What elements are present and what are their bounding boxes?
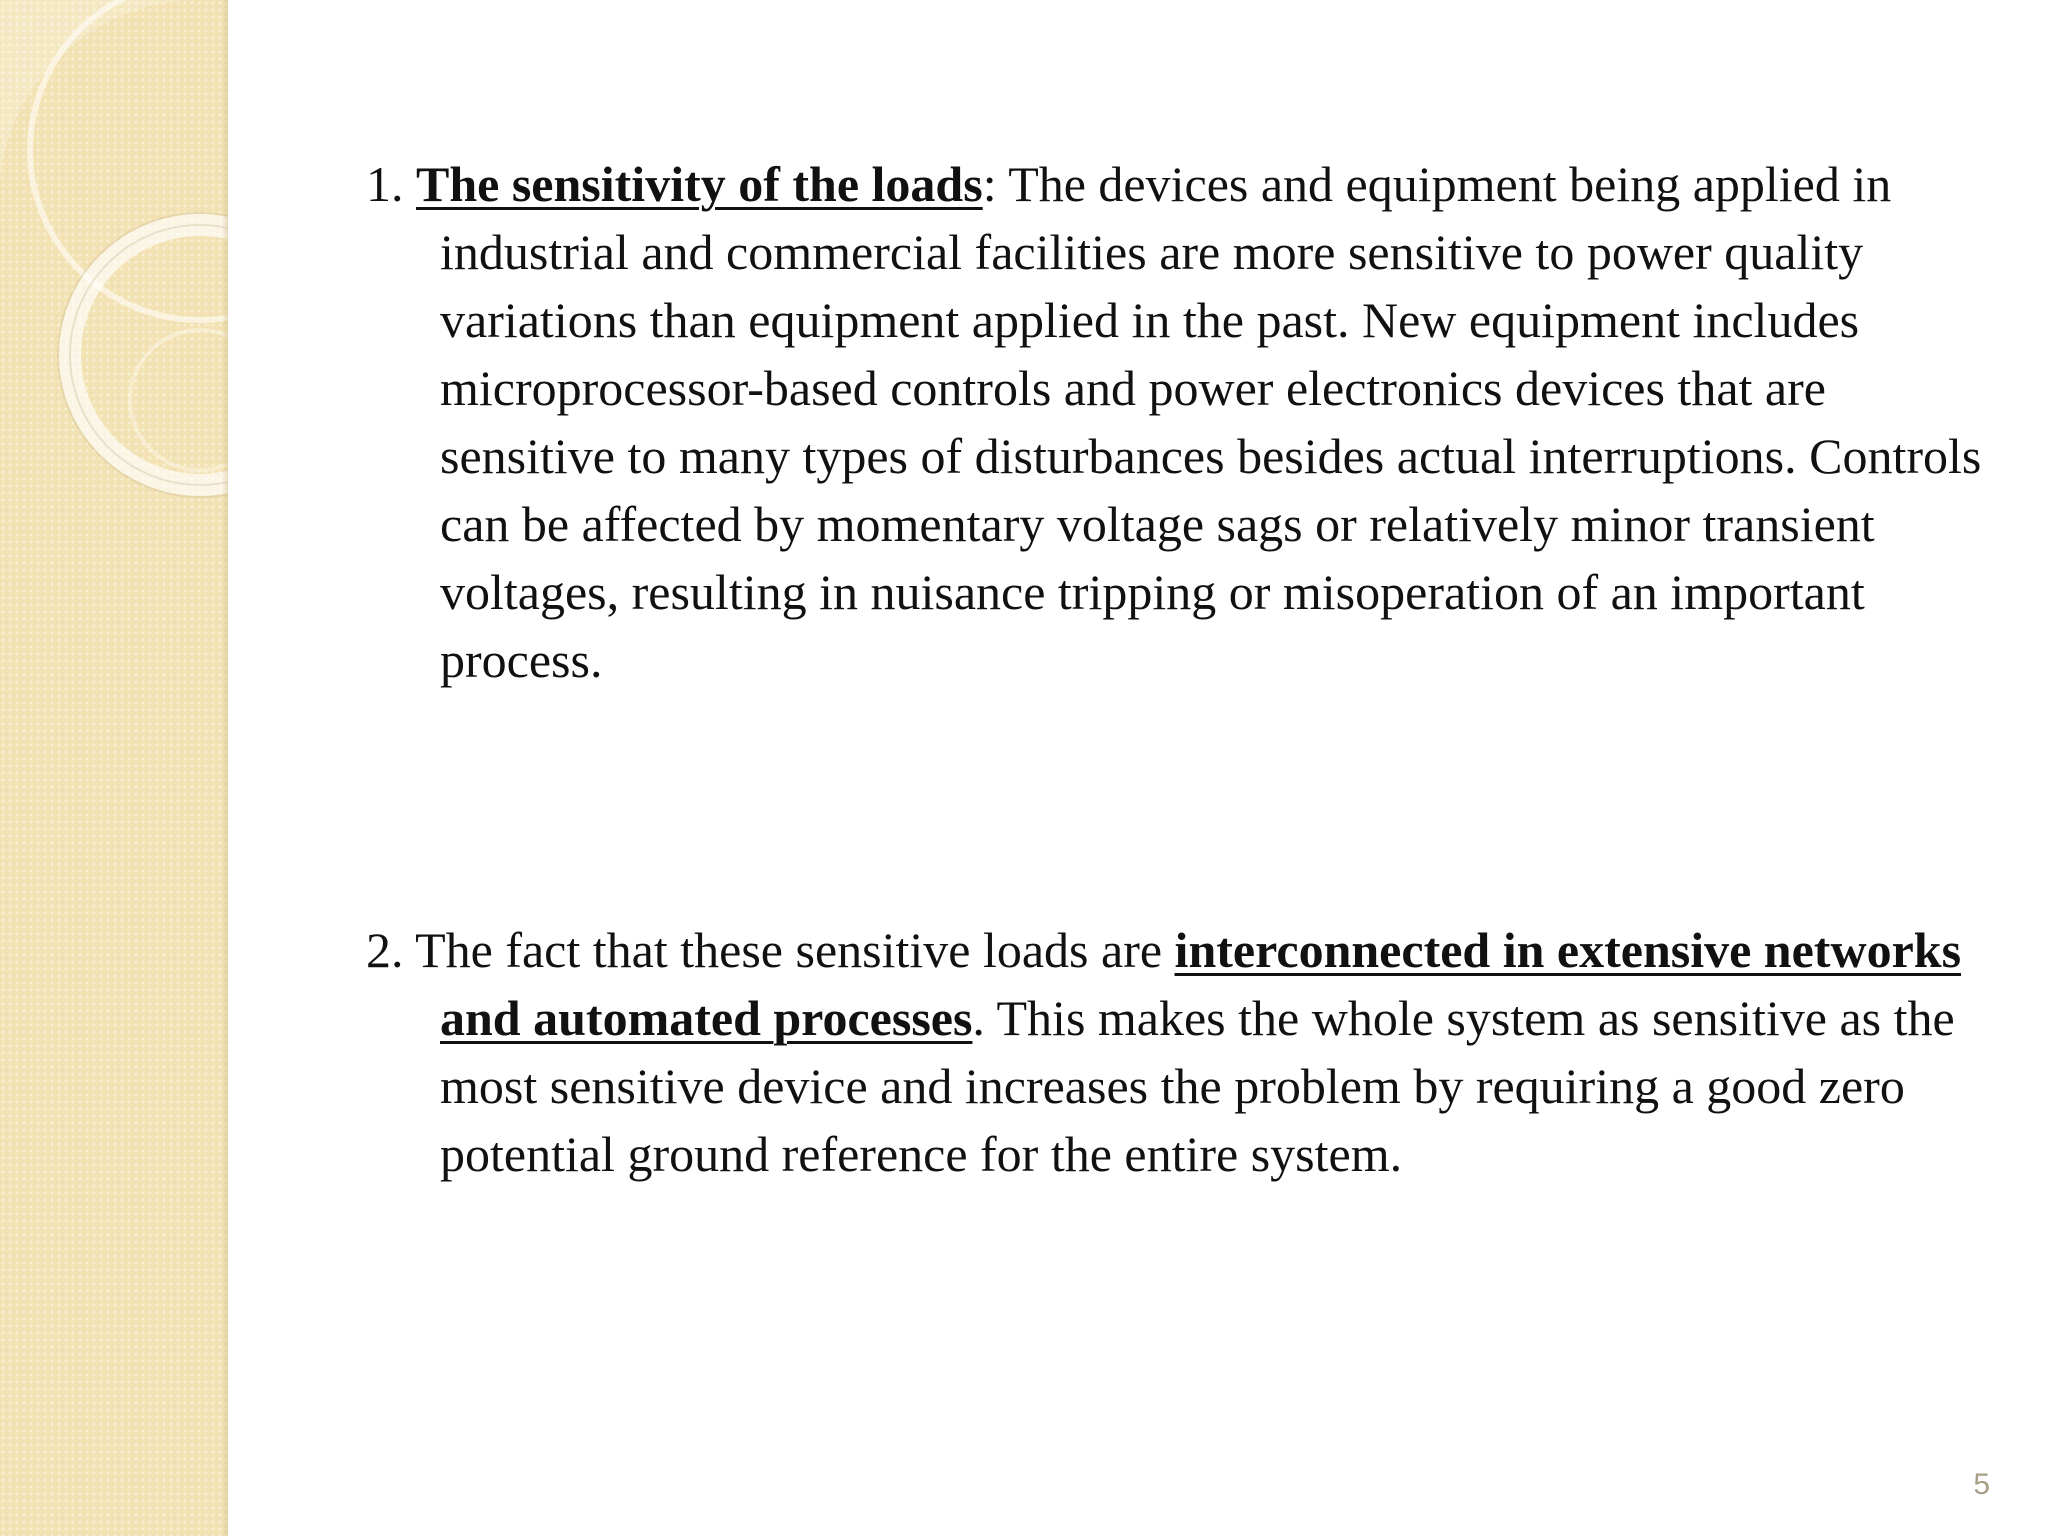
list-item-1 bbox=[366, 150, 2006, 694]
decorative-rings-graphic bbox=[0, 0, 228, 1536]
item-2-marker: 2. bbox=[366, 922, 404, 978]
item-2-emphasis: interconnected in extensive networks and automated processes bbox=[440, 922, 1962, 1046]
list-item-2 bbox=[366, 916, 2006, 1188]
item-2-text: . This makes the whole system as sensitive as the most sensitive device and increases the problem by requiring a good zero potential ground reference for the entire system. bbox=[440, 990, 1955, 1182]
item-1-text: : The devices and equipment being applied in industrial and commercial facilities are more sensitive to power quality variations than equipment applied in the past. New equipment includes microprocessor-based controls and power electronics devices that are sensitive to many types of disturbances besides actual interruptions. Controls can be affected by momentary voltage sags or relatively minor transient voltages, resulting in nuisance tripping or misoperation of an important process. bbox=[440, 156, 1982, 688]
slide-number: 5 bbox=[1973, 1468, 1990, 1501]
item-1-emphasis: The sensitivity of the loads bbox=[416, 156, 983, 212]
decorative-side-panel bbox=[0, 0, 228, 1536]
slide-body bbox=[366, 150, 2006, 1188]
item-1-marker: 1. bbox=[366, 156, 404, 212]
item-2-pre: The fact that these sensitive loads are bbox=[415, 922, 1175, 978]
side-panel-edge bbox=[222, 0, 228, 1536]
